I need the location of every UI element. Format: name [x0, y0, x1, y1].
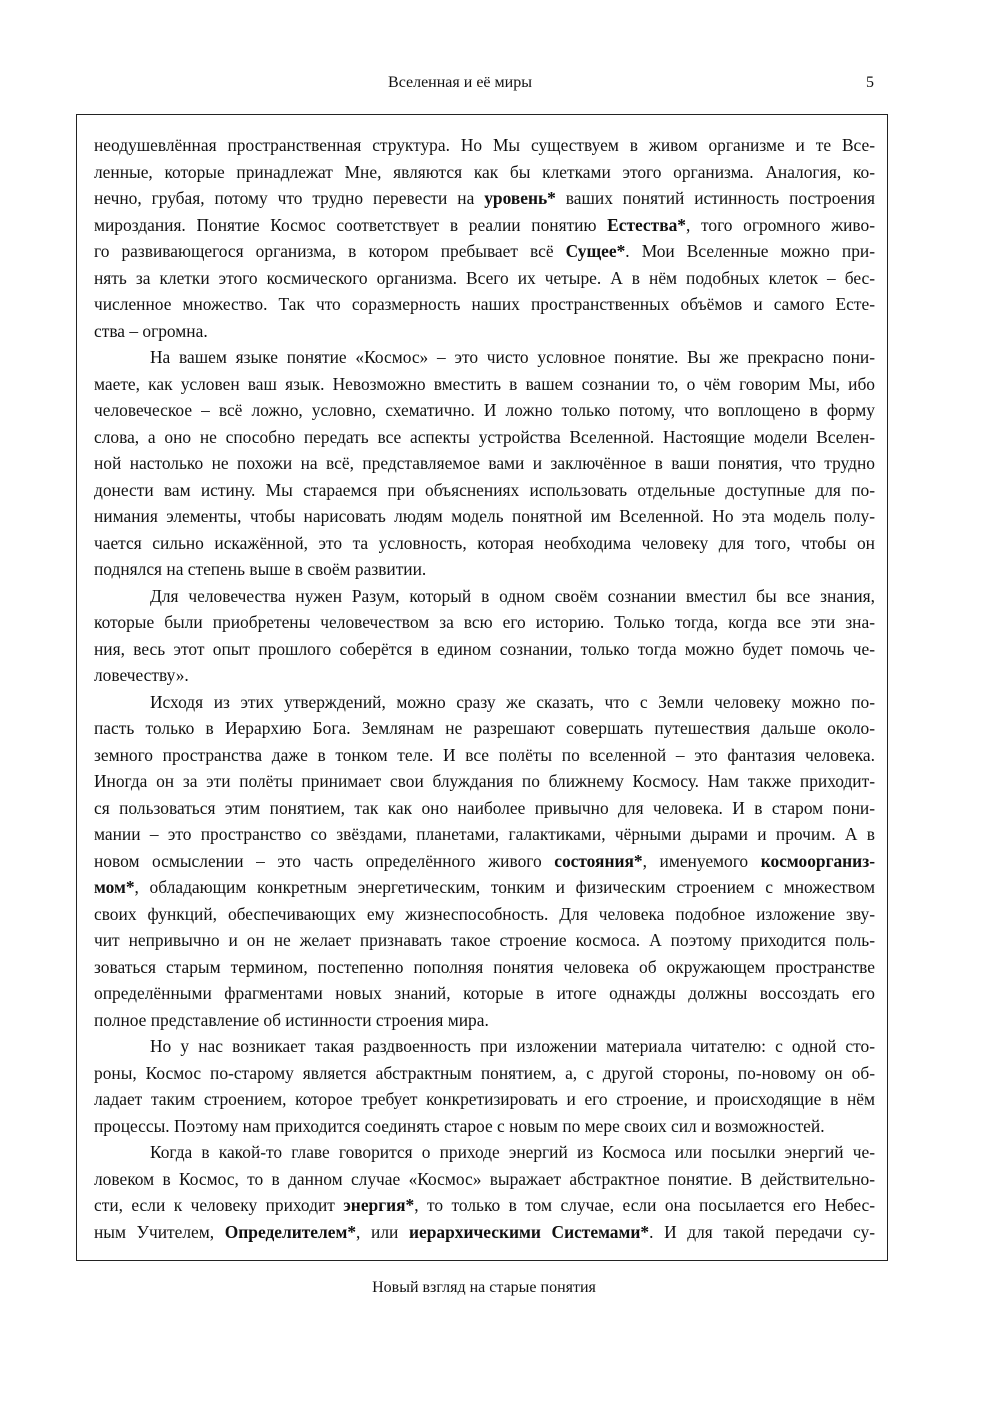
text-segment: На вашем языке понятие «Космос» – это чисто условное понятие. Вы же прекрасно пони-: [150, 347, 875, 367]
text-segment: ным Учителем,: [94, 1221, 225, 1242]
text-line: [94, 503, 875, 530]
text-segment: ловеком в Космос, то в данном случае «Космос» выражает абстрактное понятие. В действительно-: [94, 1168, 875, 1189]
text-line: [94, 1113, 875, 1140]
text-segment: пасть только в Иерархию Бога. Землянам не разрешают совершать путешествия дальше около-: [94, 718, 875, 738]
bold-term: мом*: [94, 877, 135, 897]
text-line: [94, 662, 875, 689]
text-segment: донести вам истину. Мы стараемся при объяснениях использовать отдельные доступные для по-: [94, 479, 875, 500]
text-line: [94, 954, 875, 981]
text-segment: , именуемого: [642, 850, 761, 871]
text-line: [94, 212, 875, 239]
text-line: [94, 1192, 875, 1219]
bold-term: энергия*: [343, 1195, 415, 1215]
text-segment: ства – огромна.: [94, 320, 208, 341]
text-segment: го развивающегося организма, в котором пребывает всё: [94, 241, 566, 261]
text-line: [94, 609, 875, 636]
text-segment: зоваться старым термином, постепенно пополняя понятия человека об окружающем пространстве: [94, 956, 875, 977]
text-line: [94, 238, 875, 265]
text-segment: , того огромного живо-: [685, 214, 875, 235]
text-segment: слова, а оно не способно передать все аспекты устройства Вселенной. Настоящие модели Вселен-: [94, 426, 875, 447]
text-segment: новом осмыслении – это часть определённого живого: [94, 850, 555, 871]
text-line: [94, 1219, 875, 1246]
text-segment: ной настолько не похожи на всё, представляемое вами и заключённое в ваши понятия, что трудно: [94, 453, 875, 473]
text-line: [94, 185, 875, 212]
bold-term: состояния*: [554, 850, 643, 871]
text-segment: ния, весь этот опыт прошлого соберётся в едином сознании, только тогда можно будет помочь че-: [94, 638, 875, 659]
text-line: [94, 1086, 875, 1113]
text-line: [94, 715, 875, 742]
text-segment: неодушевлённая пространственная структура. Но Мы существуем в живом организме и те Все-: [94, 135, 875, 155]
bold-term: космоорганиз-: [760, 850, 875, 871]
text-line: [94, 927, 875, 954]
running-header-title: Вселенная и её миры: [388, 74, 532, 91]
text-segment: ся пользоваться этим понятием, так как оно наиболее привычно для человека. И в старом пони-: [94, 797, 875, 818]
text-segment: своих функций, обеспечивающих ему жизнеспособность. Для человека подобное изложение зву-: [94, 903, 875, 924]
text-segment: . И для такой передачи су-: [649, 1221, 875, 1242]
bold-term: Сущее*: [565, 241, 626, 261]
text-segment: мании – это пространство со звёздами, планетами, галактиками, чёрными дырами и прочим. А в: [94, 824, 875, 844]
text-line: [94, 980, 875, 1007]
text-segment: человеческое – всё ложно, условно, схематично. И ложно только потому, что воплощено в форму: [94, 400, 875, 420]
bold-term: иерархическими Системами*: [409, 1221, 650, 1242]
text-line: [94, 371, 875, 398]
text-line: [94, 291, 875, 318]
text-line: [94, 397, 875, 424]
text-segment: . Мои Вселенные можно при-: [625, 241, 875, 261]
text-segment: Когда в какой-то главе говорится о приходе энергий из Космоса или посылки энергий че-: [150, 1142, 875, 1162]
text-segment: ваших понятий истинность построения: [555, 188, 875, 208]
text-line: [94, 132, 875, 159]
text-line: [94, 583, 875, 610]
text-segment: поднялся на степень выше в своём развитии.: [94, 559, 427, 579]
text-segment: маете, как условен ваш язык. Невозможно вместить в вашем сознании то, о чём говорим Мы, ибо: [94, 373, 875, 394]
text-segment: нимания элементы, чтобы нарисовать людям модель понятной им Вселенной. Но эта модель полу-: [94, 506, 875, 526]
running-footer-title: Новый взгляд на старые понятия: [372, 1279, 596, 1296]
text-segment: сти, если к человеку приходит: [94, 1195, 344, 1215]
text-segment: процессы. Поэтому нам приходится соединять старое с новым по мере своих сил и возможностей.: [94, 1115, 825, 1136]
text-line: [94, 1007, 875, 1034]
text-segment: , или: [356, 1221, 409, 1242]
bold-term: Естества*: [607, 214, 686, 235]
bold-term: Определителем*: [224, 1221, 357, 1242]
text-line: [94, 742, 875, 769]
text-segment: мироздания. Понятие Космос соответствует в реалии понятию: [94, 214, 608, 235]
text-segment: ленные, которые принадлежат Мне, являются как бы клетками этого организма. Аналогия, ко-: [94, 161, 875, 182]
text-line: [94, 1139, 875, 1166]
text-line: [94, 689, 875, 716]
text-segment: ловечеству».: [94, 665, 189, 685]
text-line: [94, 874, 875, 901]
text-segment: чит непривычно и он не желает признавать такое строение космоса. А поэтому приходится поль-: [94, 930, 875, 950]
text-segment: Иногда он за эти полёты принимает свои блуждания по ближнему Космосу. Нам также приходит-: [94, 771, 875, 791]
text-segment: ладает таким строением, которое требует конкретизировать и его строение, и происходящие в нём: [94, 1089, 875, 1109]
text-segment: роны, Космос по-старому является абстрактным понятием, а, с другой стороны, по-новому он об-: [94, 1062, 875, 1083]
text-segment: Но у нас возникает такая раздвоенность при изложении материала читателю: с одной сто-: [150, 1036, 875, 1056]
text-segment: нять за клетки этого космического организма. Всего их четыре. А в нём подобных клеток – бес-: [94, 267, 875, 288]
text-segment: , то только в том случае, если она посылается его Небес-: [414, 1195, 875, 1215]
text-segment: , обладающим конкретным энергетическим, тонким и физическим строением с множеством: [134, 877, 875, 897]
text-line: [94, 424, 875, 451]
bold-term: уровень*: [484, 188, 556, 208]
text-segment: полное представление об истинности строения мира.: [94, 1009, 489, 1030]
text-segment: Для человечества нужен Разум, который в одном своём сознании вместил бы все знания,: [150, 585, 875, 606]
text-line: [94, 795, 875, 822]
page-number: 5: [866, 74, 874, 91]
text-line: [94, 556, 875, 583]
text-line: [94, 636, 875, 663]
text-line: [94, 318, 875, 345]
text-segment: определёнными фрагментами новых знаний, которые в итоге однажды должны воссоздать его: [94, 983, 875, 1003]
text-line: [94, 530, 875, 557]
text-line: [94, 821, 875, 848]
text-line: [94, 265, 875, 292]
text-segment: которые были приобретены человечеством за всю его историю. Только тогда, когда все эти зна-: [94, 612, 875, 632]
text-segment: чается сильно искажённой, это та условность, которая необходима человеку для того, чтобы он: [94, 532, 875, 553]
text-segment: Исходя из этих утверждений, можно сразу же сказать, что с Земли человеку можно по-: [150, 691, 875, 712]
text-line: [94, 901, 875, 928]
text-line: [94, 768, 875, 795]
text-line: [94, 159, 875, 186]
main-text-body: [94, 132, 875, 1245]
text-line: [94, 1166, 875, 1193]
text-line: [94, 344, 875, 371]
text-line: [94, 848, 875, 875]
text-line: [94, 450, 875, 477]
text-line: [94, 1060, 875, 1087]
text-line: [94, 477, 875, 504]
text-segment: численное множество. Так что соразмерность наших пространственных объёмов и самого Есте-: [94, 294, 875, 314]
text-segment: нечно, грубая, потому что трудно перевести на: [94, 188, 485, 208]
text-line: [94, 1033, 875, 1060]
text-segment: земного пространства даже в тонком теле. И все полёты по вселенной – это фантазия человека.: [94, 744, 875, 765]
